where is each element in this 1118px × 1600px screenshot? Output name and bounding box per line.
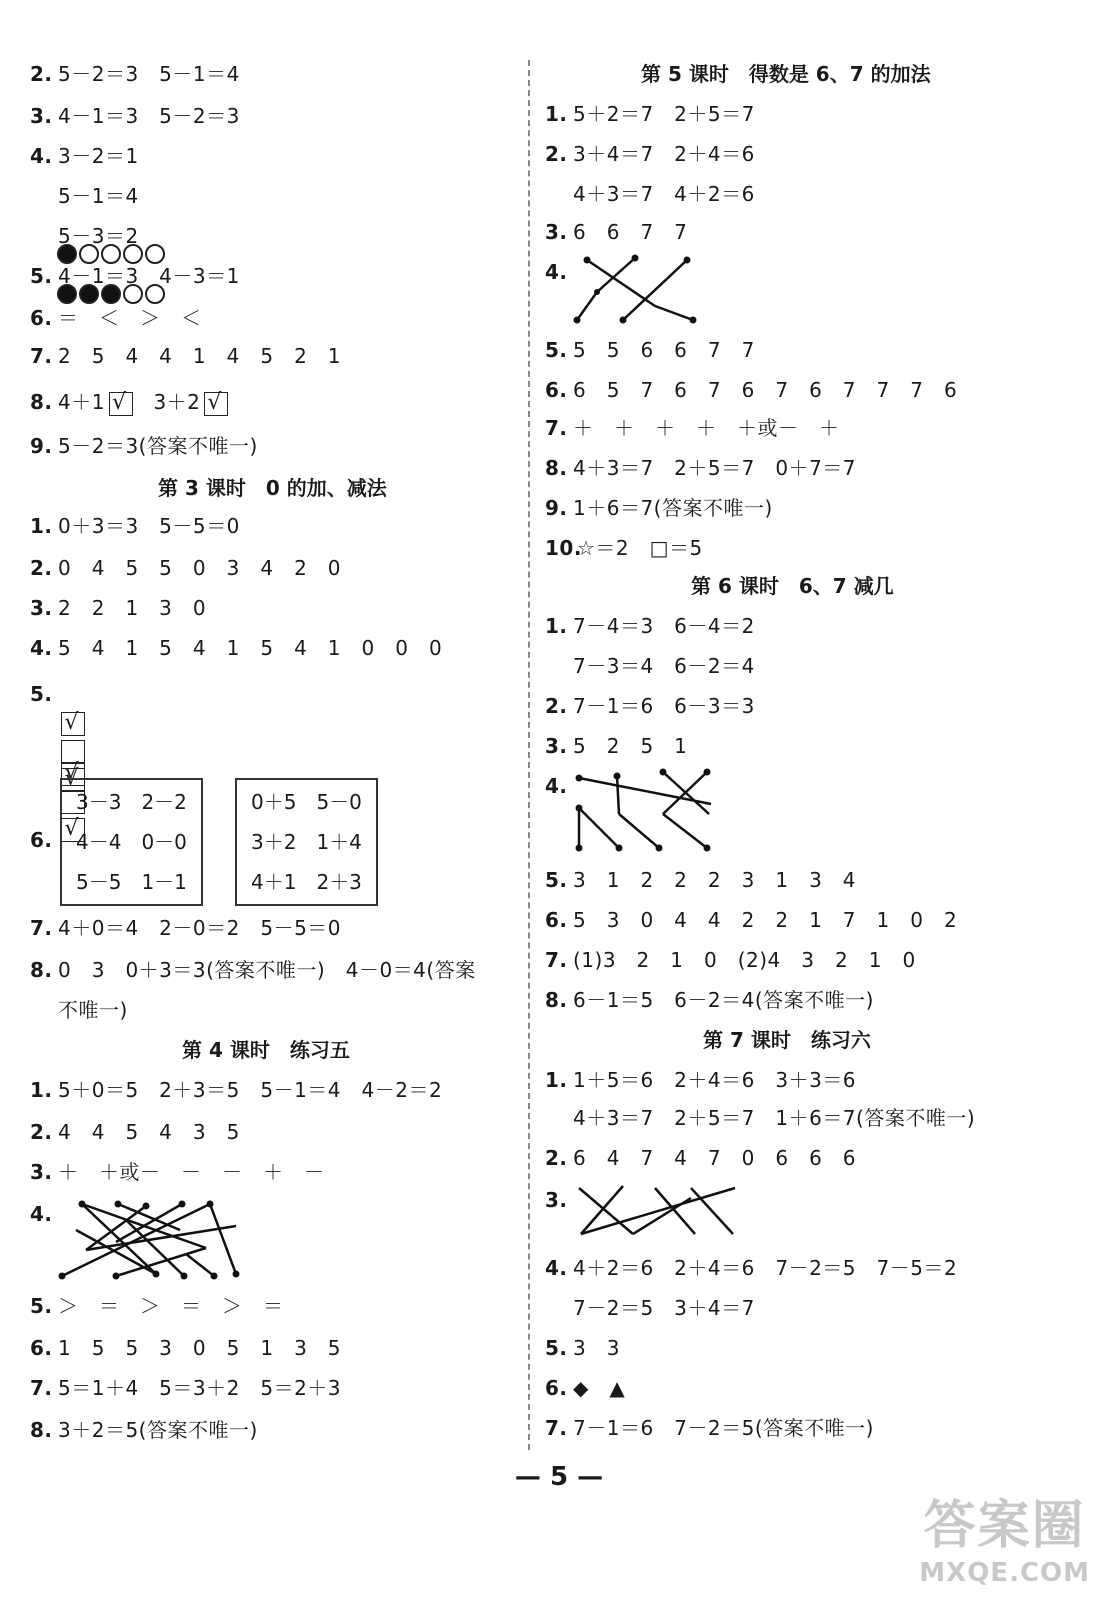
lesson-5-heading: 第 5 课时 得数是 6、7 的加法 [641, 62, 931, 86]
answer-line: 5. 4－1＝3 4－3＝1 [30, 264, 240, 288]
answer-line: 8. 3＋2＝5(答案不唯一) [30, 1418, 258, 1442]
answer-line: 1. 0＋3＝3 5－5＝0 [30, 514, 240, 538]
answer-line: 6. 6 5 7 6 7 6 7 6 7 7 7 6 [545, 378, 958, 402]
answer-line: 3. 4－1＝3 5－2＝3 [30, 104, 240, 128]
lesson-4-heading: 第 4 课时 练习五 [182, 1038, 350, 1062]
answer-line: 7. (1)3 2 1 0 (2)4 3 2 1 0 [545, 948, 916, 972]
answer-line: 2. 7－1＝6 6－3＝3 [545, 694, 755, 718]
equation-box-five: 0＋5 5－0 3＋2 1＋4 4＋1 2＋3 [235, 778, 378, 906]
answer-line: 7－3＝4 6－2＝4 [573, 654, 755, 678]
answer-line: 2. 3＋4＝7 2＋4＝6 [545, 142, 755, 166]
answer-line: 4. [30, 1202, 53, 1226]
answer-line: 9. 1＋6＝7(答案不唯一) [545, 496, 773, 520]
answer-line: 3. 2 2 1 3 0 [30, 596, 207, 620]
answer-line: 7. 7－1＝6 7－2＝5(答案不唯一) [545, 1416, 874, 1440]
answer-line: 8. 4＋1 √ 3＋2 √ [30, 388, 228, 416]
column-divider [528, 60, 530, 1450]
answer-line: 3. 5 2 5 1 [545, 734, 688, 758]
matching-lines-l7 [567, 1176, 747, 1248]
answer-line: 5. 5 5 6 6 7 7 [545, 338, 755, 362]
answer-line: 2. 6 4 7 4 7 0 6 6 6 [545, 1146, 857, 1170]
answer-line: 9. 5－2＝3(答案不唯一) [30, 434, 258, 458]
answer-line: 8. 6－1＝5 6－2＝4(答案不唯一) [545, 988, 874, 1012]
answer-line: 4. [545, 774, 568, 798]
answer-line: 5. 3 3 [545, 1336, 620, 1360]
answer-line: 7. ＋ ＋ ＋ ＋ ＋或－ ＋ [545, 416, 840, 440]
page-number: — 5 — [514, 1462, 604, 1492]
lesson-6-heading: 第 6 课时 6、7 减几 [691, 574, 894, 598]
answer-line: 7. 4＋0＝4 2－0＝2 5－5＝0 [30, 916, 342, 940]
answer-line: 4＋3＝7 4＋2＝6 [573, 182, 755, 206]
lesson-7-heading: 第 7 课时 练习六 [703, 1028, 871, 1052]
check-box [109, 392, 133, 416]
answer-line: 1. 7－4＝3 6－4＝2 [545, 614, 755, 638]
answer-line: 4. 4＋2＝6 2＋4＝6 7－2＝5 7－5＝2 [545, 1256, 958, 1280]
answer-line: 2. 5－2＝3 5－1＝4 [30, 62, 240, 86]
answer-line: 不唯一) [58, 998, 128, 1022]
answer-line: 5－1＝4 [30, 182, 167, 294]
answer-line: 6. 1 5 5 3 0 5 1 3 5 [30, 1336, 342, 1360]
answer-line: 2. 0 4 5 5 0 3 4 2 0 [30, 556, 342, 580]
matching-lines-l5 [565, 250, 705, 330]
answer-line: 3. 6 6 7 7 [545, 220, 688, 244]
lesson-3-heading: 第 3 课时 0 的加、减法 [158, 476, 387, 500]
answer-line: 5. 3 1 2 2 2 3 1 3 4 [545, 868, 857, 892]
answer-line: 10.☆＝2 □＝5 [545, 536, 703, 560]
matching-lines-l6 [567, 764, 727, 854]
answer-line: 4＋3＝7 2＋5＝7 1＋6＝7(答案不唯一) [573, 1106, 976, 1130]
equation-box-zero: 3－3 2－2 4－4 0－0 5－5 1－1 [60, 778, 203, 906]
answer-line: 5. ＞ ＝ ＞ ＝ ＞ ＝ [30, 1294, 284, 1318]
answer-line: 1. 5＋2＝7 2＋5＝7 [545, 102, 755, 126]
answer-line: 1. 5＋0＝5 2＋3＝5 5－1＝4 4－2＝2 [30, 1078, 443, 1102]
answer-line: 5－3＝2 [30, 222, 167, 334]
watermark-url: MXQE.COM [919, 1558, 1090, 1588]
answer-line: 6. ◆ ▲ [545, 1376, 626, 1400]
answer-line: 4. 5 4 1 5 4 1 5 4 1 0 0 0 [30, 636, 443, 660]
answer-line: 8. 0 3 0＋3＝3(答案不唯一) 4－0＝4(答案 [30, 958, 476, 982]
answer-line: 4. 3－2＝1 [30, 144, 139, 168]
answer-line: 3. [545, 1188, 568, 1212]
answer-line: 5. √ √ [30, 680, 113, 820]
answer-line: 7. 2 5 4 4 1 4 5 2 1 [30, 344, 342, 368]
watermark-logo-text: 答案圈 [923, 1496, 1086, 1556]
answer-line: 6. [30, 828, 53, 852]
answer-line: 6. ＝ ＜ ＞ ＜ [30, 306, 202, 330]
matching-lines-l4 [56, 1190, 246, 1290]
answer-line: 3. ＋ ＋或－ － － ＋ － [30, 1160, 325, 1184]
check-box [204, 392, 228, 416]
answer-line: 7. 5＝1＋4 5＝3＋2 5＝2＋3 [30, 1376, 342, 1400]
answer-line: 6. 5 3 0 4 4 2 2 1 7 1 0 2 [545, 908, 958, 932]
answer-line: 7－2＝5 3＋4＝7 [573, 1296, 755, 1320]
answer-line: 8. 4＋3＝7 2＋5＝7 0＋7＝7 [545, 456, 857, 480]
watermark [919, 1483, 1090, 1588]
answer-line: 2. 4 4 5 4 3 5 [30, 1120, 240, 1144]
answer-line: 1. 1＋5＝6 2＋4＝6 3＋3＝6 [545, 1068, 857, 1092]
answer-line: 4. [545, 260, 568, 284]
